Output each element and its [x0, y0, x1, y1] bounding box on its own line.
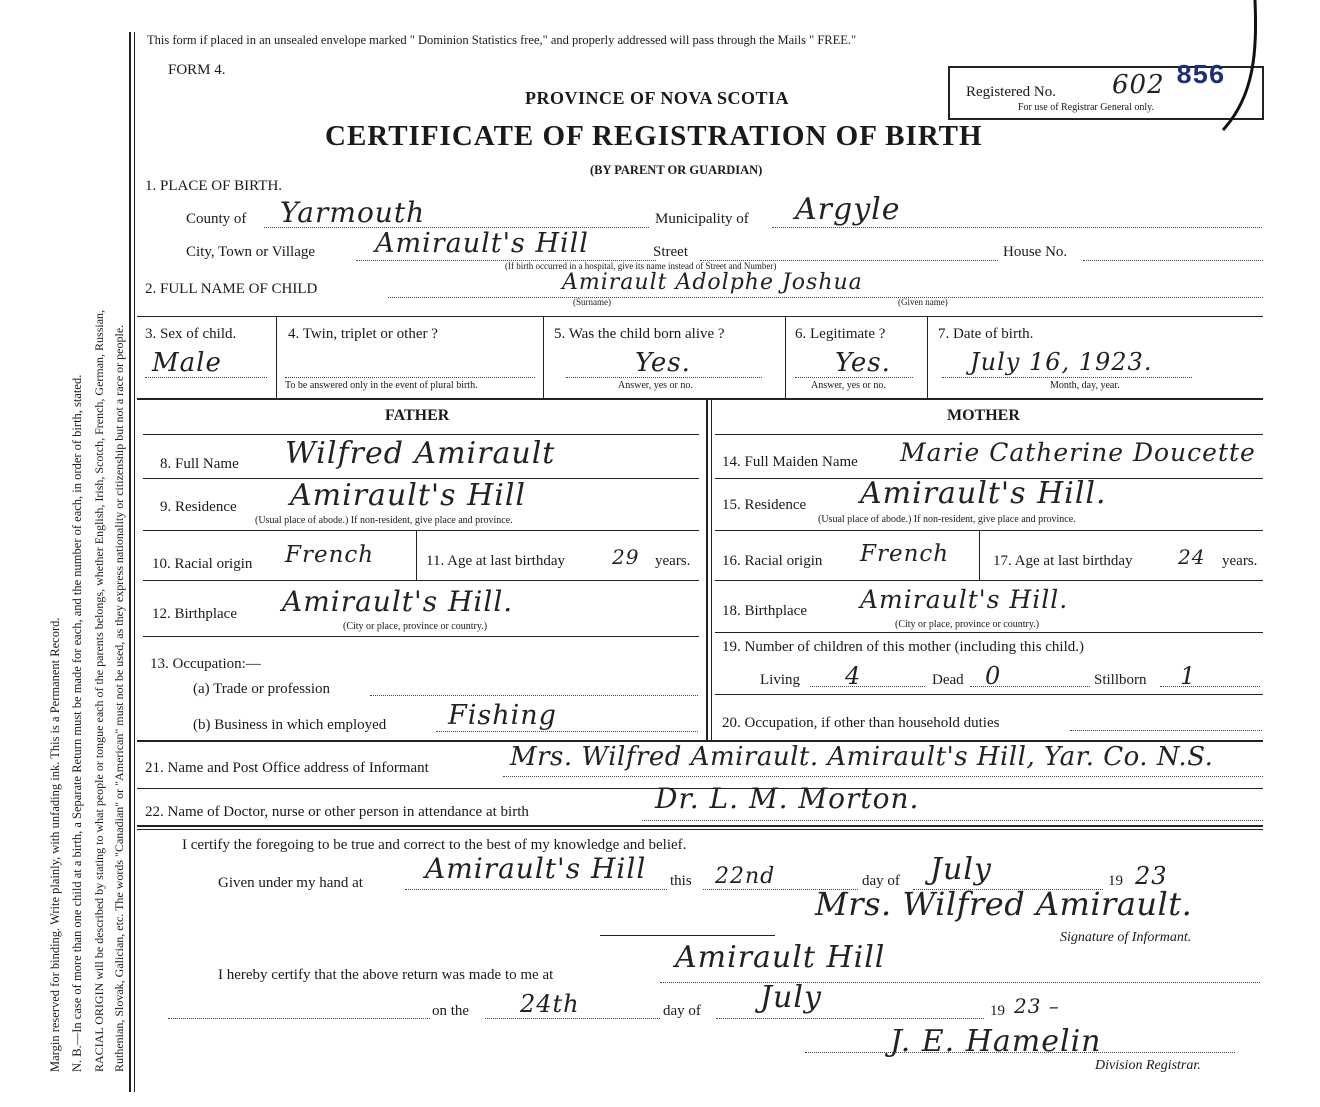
- rule: [143, 530, 699, 531]
- rule: [276, 316, 277, 398]
- mother-birthplace-label: 18. Birthplace: [722, 603, 807, 619]
- father-residence-note: (Usual place of abode.) If non-resident, give place and province.: [255, 515, 513, 526]
- hospital-note: (If birth occurred in a hospital, give its name instead of Street and Number): [505, 261, 777, 271]
- reg-day-of-label: day of: [663, 1003, 701, 1019]
- year-value: 23: [1135, 862, 1168, 890]
- twin-note: To be answered only in the event of plural birth.: [285, 380, 478, 391]
- dob-line: [942, 377, 1192, 378]
- county-label: County of: [186, 211, 247, 227]
- legitimate-label: 6. Legitimate ?: [795, 326, 886, 342]
- reg-place-line: [660, 982, 1260, 983]
- on-the-label: on the: [432, 1003, 470, 1019]
- rule: [137, 829, 1263, 830]
- informant-value: Mrs. Wilfred Amirault. Amirault's Hill, Yar. Co. N.S.: [510, 742, 1214, 772]
- occupation-label: 13. Occupation:—: [150, 656, 261, 672]
- business-line: [436, 731, 698, 732]
- stillborn-line: [1160, 686, 1260, 687]
- municipality-line: [772, 227, 1262, 228]
- mother-heading: MOTHER: [947, 407, 1020, 424]
- children-count-label: 19. Number of children of this mother (including this child.): [722, 639, 1085, 655]
- reg-year-prefix: 19: [990, 1003, 1005, 1019]
- mother-name-value: Marie Catherine Doucette: [900, 438, 1256, 467]
- rule: [715, 632, 1263, 633]
- reg-month-value: July: [760, 980, 822, 1015]
- form-number: FORM 4.: [168, 62, 226, 78]
- twin-line: [285, 377, 535, 378]
- rule: [143, 580, 699, 581]
- year-prefix: 19: [1108, 873, 1123, 889]
- father-name-value: Wilfred Amirault: [285, 436, 556, 471]
- reg-place-value: Amirault Hill: [675, 940, 886, 975]
- sex-value: Male: [152, 348, 222, 378]
- father-birthplace-label: 12. Birthplace: [152, 606, 237, 622]
- reg-day-line: [485, 1018, 660, 1019]
- rule: [715, 434, 1263, 435]
- mother-age-label: 17. Age at last birthday: [993, 553, 1133, 569]
- given-place-line: [405, 889, 667, 890]
- registrar-signature: J. E. Hamelin: [890, 1024, 1102, 1059]
- child-name-value: Amirault Adolphe Joshua: [562, 270, 863, 295]
- municipality-label: Municipality of: [655, 211, 749, 227]
- mother-occupation-line: [1070, 730, 1262, 731]
- hereby-statement: I hereby certify that the above return was made to me at: [218, 967, 554, 983]
- mother-race-value: French: [860, 541, 950, 567]
- twin-label: 4. Twin, triplet or other ?: [288, 326, 438, 342]
- province-heading: PROVINCE OF NOVA SCOTIA: [525, 88, 790, 108]
- alive-label: 5. Was the child born alive ?: [554, 326, 725, 342]
- doctor-label: 22. Name of Doctor, nurse or other person in attendance at birth: [145, 804, 529, 820]
- father-birthplace-note: (City or place, province or country.): [343, 621, 488, 632]
- informant-signature: Mrs. Wilfred Amirault.: [815, 885, 1193, 923]
- margin-rule: [129, 32, 131, 1092]
- street-label: Street: [653, 244, 688, 260]
- registered-no-handwritten: 602: [1112, 70, 1165, 100]
- city-label: City, Town or Village: [186, 244, 316, 260]
- dob-note: Month, day, year.: [1050, 380, 1120, 391]
- dob-label: 7. Date of birth.: [938, 326, 1034, 342]
- lead-line: [168, 1018, 430, 1019]
- legitimate-value: Yes.: [835, 348, 891, 378]
- reg-day-value: 24th: [520, 990, 580, 1018]
- rule: [137, 398, 1263, 400]
- rule: [979, 530, 980, 580]
- dead-value: 0: [985, 662, 1002, 690]
- rule: [711, 398, 712, 740]
- surname-note: (Surname): [573, 297, 611, 307]
- business-label: (b) Business in which employed: [193, 717, 387, 733]
- rule: [715, 580, 1263, 581]
- dead-label: Dead: [932, 672, 964, 688]
- pen-stroke: [1215, 0, 1275, 135]
- alive-value: Yes.: [635, 348, 691, 378]
- living-value: 4: [845, 662, 862, 690]
- margin-line-2: N. B.—In case of more than one child at a birth, a Separate Return must be made for each, and the number of each, in order of birth, stated.: [70, 374, 84, 1072]
- informant-line: [503, 776, 1263, 777]
- rule: [137, 825, 1263, 827]
- given-label: Given under my hand at: [218, 875, 363, 891]
- page-subtitle: (BY PARENT OR GUARDIAN): [590, 163, 763, 177]
- rule: [543, 316, 544, 398]
- registrar-label: Division Registrar.: [1095, 1058, 1201, 1073]
- margin-line-3: RACIAL ORIGIN will be described by stating to what people or tongue each of the parents belongs, whether English, Irish, Scotch, French, German, Russian,: [92, 309, 106, 1072]
- child-name-line: [388, 297, 1263, 298]
- certify-statement: I certify the foregoing to be true and correct to the best of my knowledge and belief.: [182, 837, 687, 853]
- father-age-label: 11. Age at last birthday: [426, 553, 565, 569]
- page-title: CERTIFICATE OF REGISTRATION OF BIRTH: [325, 120, 983, 152]
- reg-month-line: [716, 1018, 984, 1019]
- stillborn-label: Stillborn: [1094, 672, 1147, 688]
- margin-line-1: Margin reserved for binding. Write plainly, with unfading ink. This is a Permanent Record.: [48, 617, 62, 1072]
- mother-age-value: 24: [1178, 545, 1206, 569]
- doctor-value: Dr. L. M. Morton.: [655, 782, 920, 815]
- margin-line-4: Ruthenian, Slovak, Galician, etc. The words "Canadian" or "American" must not be used, as they express nationality or citizenship but not a race or people.: [112, 324, 126, 1072]
- mother-residence-value: Amirault's Hill.: [860, 476, 1107, 511]
- place-of-birth-heading: 1. PLACE OF BIRTH.: [145, 178, 283, 194]
- mother-years: years.: [1222, 553, 1258, 569]
- rule: [416, 530, 417, 580]
- father-race-label: 10. Racial origin: [152, 556, 253, 572]
- day-of-label: day of: [862, 873, 900, 889]
- child-name-label: 2. FULL NAME OF CHILD: [145, 281, 318, 297]
- sex-label: 3. Sex of child.: [145, 326, 237, 342]
- municipality-value: Argyle: [795, 192, 901, 227]
- rule: [706, 398, 708, 740]
- mother-residence-note: (Usual place of abode.) If non-resident, give place and province.: [818, 514, 1076, 525]
- father-name-label: 8. Full Name: [160, 456, 239, 472]
- mail-notice: This form if placed in an unsealed envelope marked " Dominion Statistics free," and properly addressed will pass through the Mails " FREE.": [147, 33, 857, 47]
- mother-race-label: 16. Racial origin: [722, 553, 823, 569]
- informant-label: 21. Name and Post Office address of Informant: [145, 760, 429, 776]
- father-residence-value: Amirault's Hill: [290, 478, 527, 513]
- dob-value: July 16, 1923.: [970, 348, 1153, 376]
- doctor-line: [642, 820, 1263, 821]
- house-label: House No.: [1003, 244, 1068, 260]
- this-label: this: [670, 873, 692, 889]
- rule: [137, 316, 1263, 317]
- rule: [600, 935, 775, 936]
- alive-note: Answer, yes or no.: [618, 380, 693, 391]
- living-label: Living: [760, 672, 800, 688]
- rule: [715, 694, 1263, 695]
- registered-no-note: For use of Registrar General only.: [1018, 102, 1154, 113]
- month-value: July: [930, 852, 992, 887]
- father-race-value: French: [285, 542, 375, 568]
- rule: [143, 636, 699, 637]
- rule: [143, 434, 699, 435]
- county-value: Yarmouth: [280, 196, 426, 229]
- mother-birthplace-value: Amirault's Hill.: [860, 585, 1069, 614]
- business-value: Fishing: [448, 700, 557, 731]
- registered-no-label: Registered No.: [966, 84, 1056, 100]
- rule: [785, 316, 786, 398]
- rule: [715, 530, 1263, 531]
- living-line: [810, 686, 925, 687]
- mother-birthplace-note: (City or place, province or country.): [895, 619, 1040, 630]
- trade-label: (a) Trade or profession: [193, 681, 331, 697]
- mother-occupation-label: 20. Occupation, if other than household duties: [722, 715, 1000, 731]
- father-years: years.: [655, 553, 691, 569]
- given-place-value: Amirault's Hill: [425, 852, 647, 885]
- mother-name-label: 14. Full Maiden Name: [722, 454, 858, 470]
- father-age-value: 29: [612, 545, 640, 569]
- legitimate-note: Answer, yes or no.: [811, 380, 886, 391]
- father-residence-label: 9. Residence: [160, 499, 237, 515]
- house-line: [1083, 260, 1263, 261]
- mother-residence-label: 15. Residence: [722, 497, 807, 513]
- stillborn-value: 1: [1180, 662, 1197, 690]
- reg-year-value: 23 –: [1014, 994, 1060, 1018]
- signature-label: Signature of Informant.: [1060, 930, 1192, 945]
- given-name-note: (Given name): [898, 297, 948, 307]
- registered-no-stamp: 856: [1176, 62, 1225, 92]
- rule: [927, 316, 928, 398]
- day-value: 22nd: [715, 864, 776, 889]
- father-birthplace-value: Amirault's Hill.: [282, 585, 514, 618]
- margin-rule-inner: [134, 32, 135, 1092]
- father-heading: FATHER: [385, 407, 450, 424]
- trade-line: [370, 695, 698, 696]
- city-value: Amirault's Hill: [375, 228, 589, 259]
- registrar-line: [805, 1052, 1235, 1053]
